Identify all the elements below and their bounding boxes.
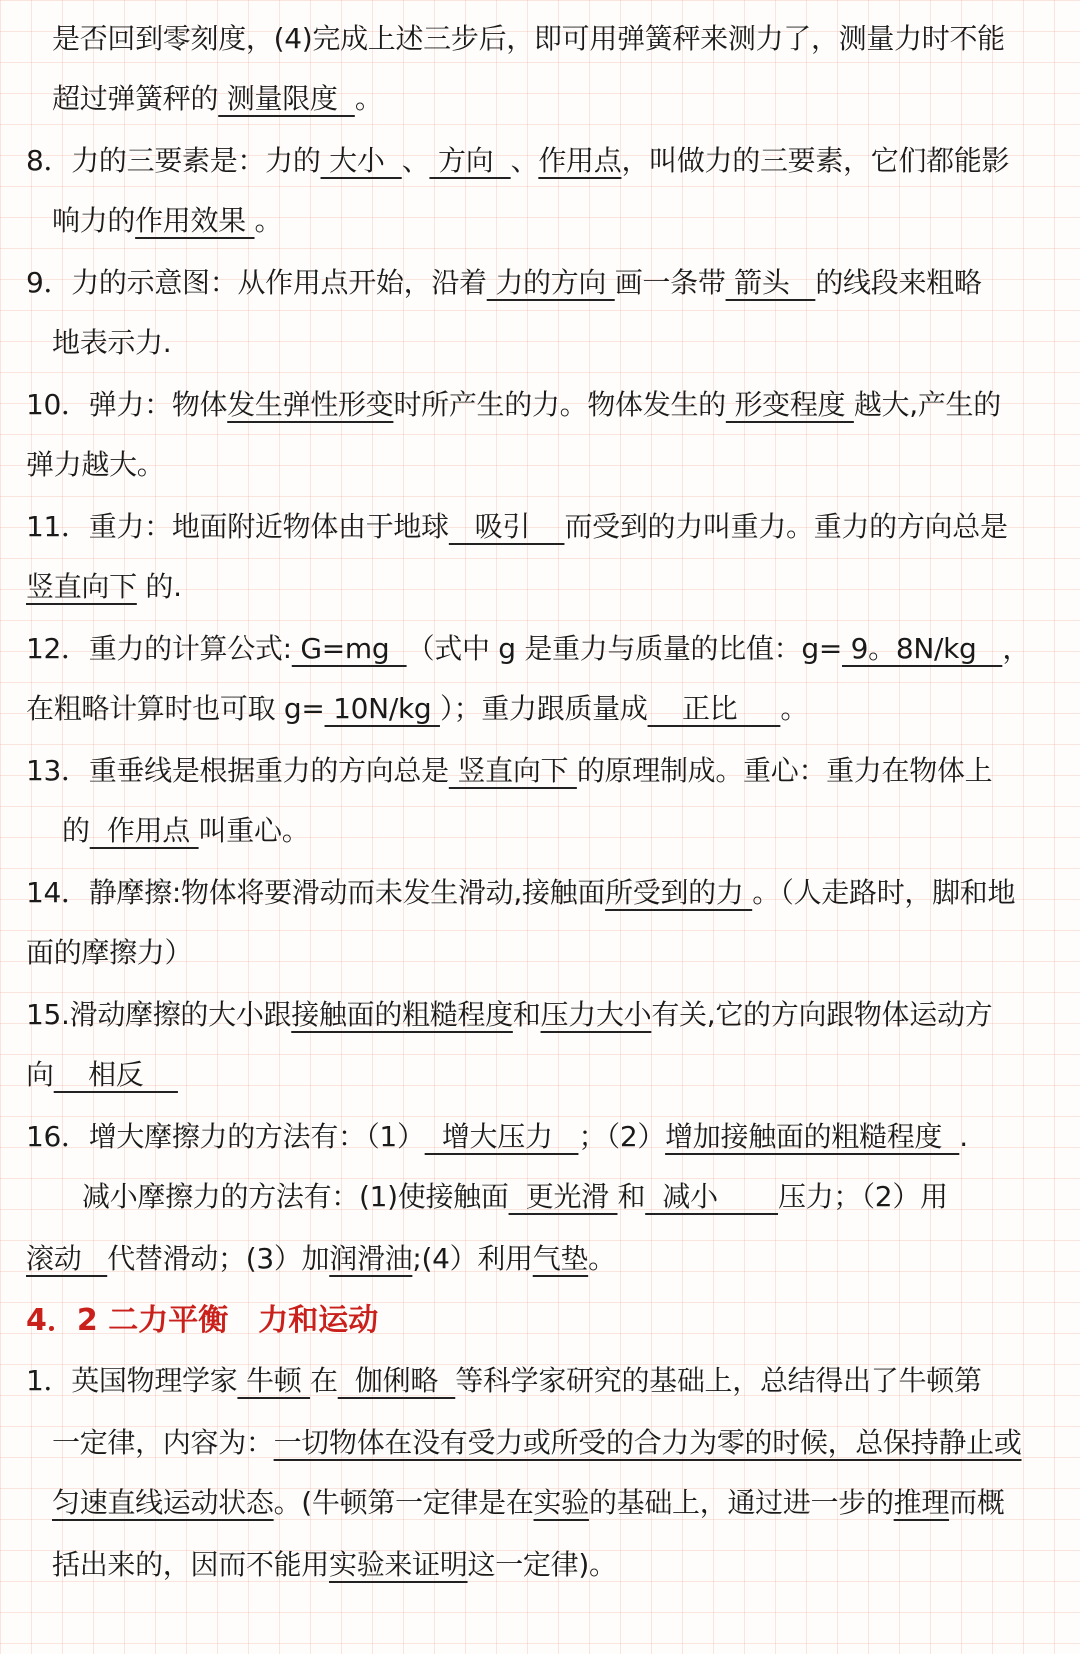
text-line (0, 862, 1015, 924)
text-segment: 而概 (949, 1486, 1005, 1519)
text-line (0, 434, 165, 496)
text-segment: . (959, 1120, 968, 1153)
answer-blank: 测量限度 (218, 82, 355, 115)
text-segment: 的原理制成。重心：重力在物体上 (576, 754, 993, 787)
text-segment: 在 (310, 1364, 338, 1397)
answer-blank: 所受到的力 (605, 876, 753, 909)
text-line (0, 374, 1001, 436)
text-segment: 和 (512, 998, 541, 1031)
answer-blank: 伽俐略 (337, 1364, 456, 1397)
answer-blank: 10N/kg (324, 692, 440, 725)
answer-blank: 实验来证明 (329, 1548, 468, 1581)
text-segment: 等科学家研究的基础上，总结得出了牛顿第 (455, 1364, 982, 1397)
answer-blank: 减小 (645, 1180, 778, 1213)
text-segment: 弹力越大。 (26, 448, 165, 481)
text-segment: 10．弹力：物体 (26, 388, 228, 421)
text-segment: 压力；（2）用 (778, 1180, 948, 1213)
answer-blank: 润滑油 (329, 1242, 413, 1275)
text-segment: 有关,它的方向跟物体运动方 (651, 998, 993, 1031)
text-segment: 13．重垂线是根据重力的方向总是 (26, 754, 449, 787)
text-segment: 的. (136, 570, 182, 603)
text-segment: 14．静摩擦:物体将要滑动而未发生滑动,接触面 (26, 876, 606, 909)
text-segment: 的线段来粗略 (815, 266, 982, 299)
text-segment: 。 (780, 692, 809, 725)
text-segment: 减小摩擦力的方法有：(1)使接触面 (82, 1180, 509, 1213)
text-segment: 11．重力：地面附近物体由于地球 (26, 510, 449, 543)
text-segment: 8．力的三要素是：力的 (26, 144, 321, 177)
text-segment: 的基础上，通过进一步的 (588, 1486, 894, 1519)
text-segment: 越大,产生的 (853, 388, 1001, 421)
answer-blank: 一切物体在没有受力或所受的合力为零的时候，总保持静止或 (273, 1426, 1022, 1459)
text-line (0, 1472, 1004, 1534)
text-segment: 4．2 二力平衡 力和运动 (26, 1303, 379, 1338)
answer-blank: 作用效果 (135, 204, 255, 237)
answer-blank: 压力大小 (540, 998, 652, 1031)
text-segment: 地表示力. (52, 326, 172, 359)
text-line (0, 68, 383, 130)
text-line (0, 1350, 982, 1412)
text-line (0, 252, 982, 314)
text-segment: 15.滑动摩擦的大小跟 (26, 998, 292, 1031)
answer-blank: 接触面的粗糙程度 (291, 998, 513, 1031)
answer-blank: 牛顿 (237, 1364, 311, 1397)
answer-blank: 气垫 (532, 1242, 589, 1275)
text-segment: ，叫做力的三要素，它们都能影 (621, 144, 1010, 177)
answer-blank: 箭头 (725, 266, 816, 299)
text-line (0, 496, 1008, 558)
text-line (0, 190, 282, 252)
text-segment: 的 (62, 814, 90, 847)
answer-blank: 实验 (533, 1486, 589, 1519)
text-line (0, 130, 1009, 192)
text-segment: 9．力的示意图：从作用点开始，沿着 (26, 266, 487, 299)
answer-blank: 增大压力 (424, 1120, 579, 1153)
text-segment: 响力的 (52, 204, 136, 237)
text-line (0, 312, 171, 374)
answer-blank: 竖直向下 (448, 754, 577, 787)
answer-blank: 作用点 (89, 814, 199, 847)
answer-blank: 发生弹性形变 (227, 388, 394, 421)
text-line (0, 984, 992, 1046)
answer-blank: 增加接触面的粗糙程度 (665, 1120, 960, 1153)
answer-blank: 竖直向下 (26, 570, 137, 603)
answer-blank: G=mg (291, 632, 407, 665)
answer-blank: 推理 (893, 1486, 950, 1519)
text-segment: 时所产生的力。物体发生的 (393, 388, 726, 421)
text-segment: 代替滑动；(3）加 (107, 1242, 330, 1275)
answer-blank: 方向 (429, 144, 511, 177)
text-segment: ）；重力跟质量成 (439, 692, 648, 725)
text-segment: 一定律，内容为： (52, 1426, 274, 1459)
text-segment: ；（2） (578, 1120, 666, 1153)
text-segment: 1．英国物理学家 (26, 1364, 238, 1397)
text-segment: 是否回到零刻度，(4)完成上述三步后，即可用弹簧秤来测力了，测量力时不能 (52, 22, 1005, 55)
text-segment: 括出来的，因而不能用 (52, 1548, 330, 1581)
answer-blank: 更光滑 (508, 1180, 618, 1213)
text-line (0, 740, 992, 802)
text-segment: 16．增大摩擦力的方法有：（1） (26, 1120, 425, 1153)
answer-blank: 匀速直线运动状态 (52, 1486, 274, 1519)
text-segment: 在粗略计算时也可取 g= (26, 692, 325, 725)
answer-blank: 作用点 (538, 144, 622, 177)
answer-blank: 吸引 (448, 510, 565, 543)
text-segment: 。 (588, 1242, 616, 1275)
answer-blank: 滚动 (26, 1242, 108, 1275)
text-segment: 。 (354, 82, 383, 115)
text-segment: 面的摩擦力） (26, 936, 193, 969)
text-line (0, 678, 808, 740)
answer-blank: 形变程度 (725, 388, 854, 421)
text-segment: 叫重心。 (198, 814, 310, 847)
text-segment: ， (1002, 632, 1031, 665)
text-line (0, 1412, 1022, 1474)
text-line (0, 1534, 617, 1596)
text-segment: 。（人走路时，脚和地 (752, 876, 1016, 909)
text-line (0, 618, 1030, 680)
text-segment: 画一条带 (614, 266, 726, 299)
answer-blank: 力的方向 (486, 266, 615, 299)
text-segment: 这一定律)。 (467, 1548, 617, 1581)
text-segment: 和 (617, 1180, 646, 1213)
text-line (0, 922, 192, 984)
answer-blank: 正比 (647, 692, 781, 725)
text-segment: 12．重力的计算公式: (26, 632, 292, 665)
text-line (0, 556, 182, 618)
text-segment: 。 (254, 204, 283, 237)
text-segment: 向 (26, 1058, 54, 1091)
text-line (0, 1044, 178, 1106)
text-line (0, 800, 309, 862)
text-line (0, 8, 1005, 70)
answer-blank: 相反 (53, 1058, 178, 1091)
text-segment: 、 (401, 144, 430, 177)
text-segment: ;(4）利用 (412, 1242, 533, 1275)
text-line (0, 1166, 948, 1228)
text-line (0, 1106, 968, 1168)
text-segment: 而受到的力叫重力。重力的方向总是 (564, 510, 1008, 543)
text-segment: 、 (510, 144, 539, 177)
section-heading (0, 1290, 378, 1352)
text-segment: （式中 g 是重力与质量的比值：g= (406, 632, 842, 665)
text-segment: 超过弹簧秤的 (52, 82, 219, 115)
text-line (0, 1228, 616, 1290)
text-segment: 。(牛顿第一定律是在 (273, 1486, 534, 1519)
answer-blank: 9。8N/kg (842, 632, 1003, 665)
answer-blank: 大小 (320, 144, 402, 177)
